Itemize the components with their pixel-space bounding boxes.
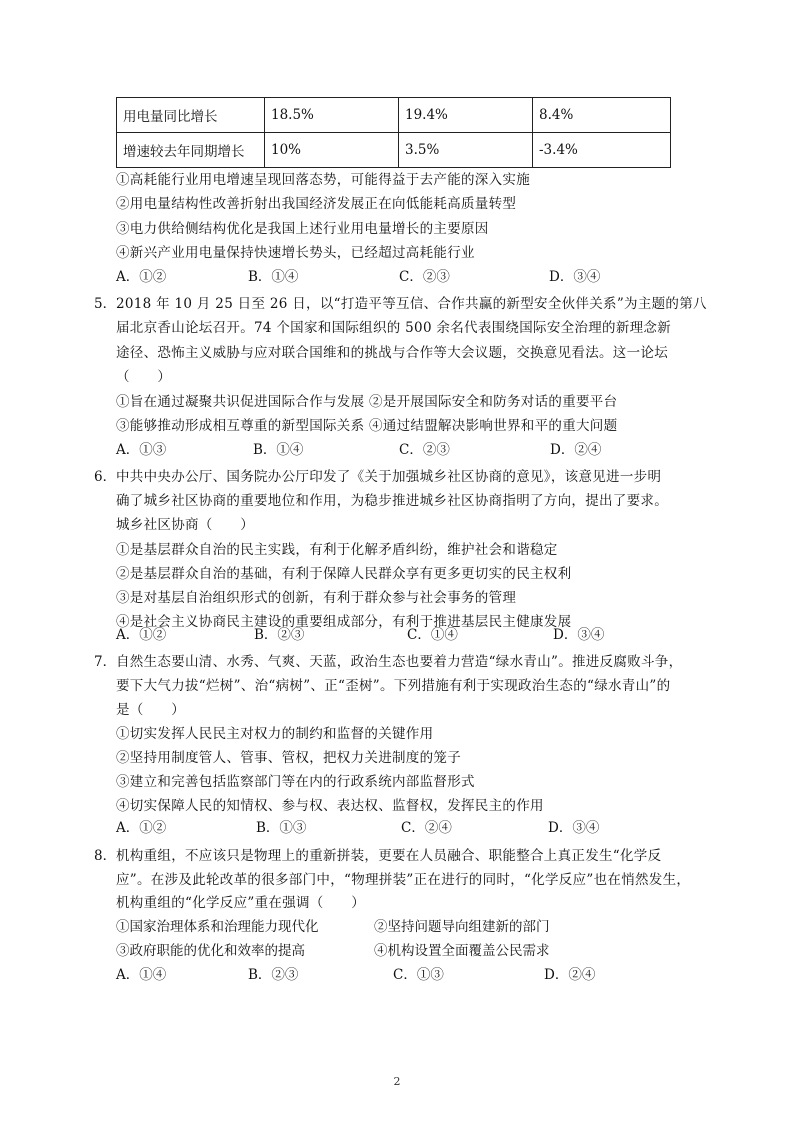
answer-options xyxy=(116,964,656,986)
statement-4: ④新兴产业用电量保持快速增长势头，已经超过高耗能行业 xyxy=(116,245,475,261)
table-cell: -3.4% xyxy=(533,133,671,168)
answer-options xyxy=(116,817,656,839)
table-cell: 增速较去年同期增长 xyxy=(117,133,265,168)
question-stem-line: 2018 年 10 月 25 日至 26 日，以“打造平等互信、合作共赢的新型安全伙伴关系”为主题的第八 xyxy=(116,296,707,312)
table-row xyxy=(117,133,671,168)
statement-2: ②坚持问题导向组建新的部门 xyxy=(374,919,550,935)
table-cell: 3.5% xyxy=(399,133,533,168)
statement-1: ①切实发挥人民民主对权力的制约和监督的关键作用 xyxy=(116,726,434,742)
statement-4: ④切实保障人民的知情权、参与权、表达权、监督权，发挥民主的作用 xyxy=(116,798,544,814)
answer-options xyxy=(116,624,656,646)
question-stem-line: 城乡社区协商（ ） xyxy=(116,517,254,533)
statement-3: ③是对基层自治组织形式的创新，有利于群众参与社会事务的管理 xyxy=(116,590,517,606)
option-b[interactable]: B．①④ xyxy=(253,442,304,458)
statement-1: ①是基层群众自治的民主实践，有利于化解矛盾纠纷，维护社会和谐稳定 xyxy=(116,542,558,558)
statement-pair: ③能够推动形成相互尊重的新型国际关系 ④通过结盟解决影响世界和平的重大问题 xyxy=(116,418,618,434)
question-stem-line: 机构重组的“化学反应”重在强调（ ） xyxy=(116,895,366,911)
statement-1: ①高耗能行业用电增速呈现回落态势，可能得益于去产能的深入实施 xyxy=(116,172,530,188)
question-number: 5． xyxy=(94,296,117,312)
option-a[interactable]: A．①② xyxy=(116,820,167,836)
question-number: 7． xyxy=(94,654,117,670)
table-cell: 用电量同比增长 xyxy=(117,98,265,133)
table-row xyxy=(117,98,671,133)
statement-1: ①国家治理体系和治理能力现代化 xyxy=(116,919,319,935)
question-number: 8． xyxy=(94,848,117,864)
statement-2: ②是基层群众自治的基础，有利于保障人民群众享有更多更切实的民主权利 xyxy=(116,566,572,582)
option-d[interactable]: D．③④ xyxy=(549,269,601,285)
option-c[interactable]: C．②③ xyxy=(399,442,450,458)
option-b[interactable]: B．②③ xyxy=(248,967,299,983)
electricity-data-table xyxy=(116,97,671,168)
statement-pair: ①旨在通过凝聚共识促进国际合作与发展 ②是开展国际安全和防务对话的重要平台 xyxy=(116,394,618,410)
option-b[interactable]: B．①④ xyxy=(248,269,299,285)
table-cell: 19.4% xyxy=(399,98,533,133)
statement-3: ③政府职能的优化和效率的提高 xyxy=(116,943,305,959)
table-cell: 8.4% xyxy=(533,98,671,133)
option-a[interactable]: A．①② xyxy=(116,627,167,643)
option-d[interactable]: D．③④ xyxy=(553,627,605,643)
question-stem-line: 自然生态要山清、水秀、气爽、天蓝，政治生态也要着力营造“绿水青山”。推进反腐败斗争， xyxy=(116,654,683,670)
option-c[interactable]: C．①③ xyxy=(393,967,444,983)
option-b[interactable]: B．②③ xyxy=(254,627,305,643)
statement-2: ②用电量结构性改善折射出我国经济发展正在向低能耗高质量转型 xyxy=(116,196,517,212)
option-d[interactable]: D．②④ xyxy=(544,967,596,983)
option-c[interactable]: C．②④ xyxy=(401,820,452,836)
option-c[interactable]: C．②③ xyxy=(399,269,450,285)
answer-blank: （ ） xyxy=(116,369,172,385)
question-stem-line: 确了城乡社区协商的重要地位和作用，为稳步推进城乡社区协商指明了方向，提出了要求。 xyxy=(116,493,668,509)
question-stem-line: 届北京香山论坛召开。74 个国家和国际组织的 500 余名代表围绕国际安全治理的新理念新 xyxy=(116,320,672,336)
question-stem-line: 是（ ） xyxy=(116,702,185,718)
option-d[interactable]: D．③④ xyxy=(548,820,600,836)
option-d[interactable]: D．②④ xyxy=(550,442,602,458)
option-a[interactable]: A．①④ xyxy=(116,967,167,983)
answer-options xyxy=(116,439,656,461)
question-number: 6． xyxy=(94,469,117,485)
question-stem-line: 机构重组，不应该只是物理上的重新拼装，更要在人员融合、职能整合上真正发生“化学反 xyxy=(116,848,662,864)
question-stem-line: 中共中央办公厅、国务院办公厅印发了《关于加强城乡社区协商的意见》，该意见进一步明 xyxy=(116,469,662,485)
option-c[interactable]: C．①④ xyxy=(407,627,458,643)
statement-2: ②坚持用制度管人、管事、管权，把权力关进制度的笼子 xyxy=(116,750,461,766)
question-stem-line: 途径、恐怖主义威胁与应对联合国维和的挑战与合作等大会议题，交换意见看法。这一论坛 xyxy=(116,345,668,361)
option-a[interactable]: A．①② xyxy=(116,269,167,285)
table-cell: 10% xyxy=(265,133,399,168)
option-b[interactable]: B．①③ xyxy=(256,820,307,836)
question-stem-line: 应”。在涉及此轮改革的很多部门中，“物理拼装”正在进行的同时，“化学反应”也在悄然发生， xyxy=(116,872,691,888)
statement-4: ④机构设置全面覆盖公民需求 xyxy=(374,943,550,959)
option-a[interactable]: A．①③ xyxy=(116,442,167,458)
answer-options xyxy=(116,266,656,288)
page-number: 2 xyxy=(393,1075,401,1088)
table-cell: 18.5% xyxy=(265,98,399,133)
statement-3: ③电力供给侧结构优化是我国上述行业用电量增长的主要原因 xyxy=(116,221,489,237)
question-stem-line: 要下大气力拔“烂树”、治“病树”、正“歪树”。下列措施有利于实现政治生态的“绿水青山”的 xyxy=(116,678,671,694)
statement-3: ③建立和完善包括监察部门等在内的行政系统内部监督形式 xyxy=(116,774,475,790)
statement-4: ④是社会主义协商民主建设的重要组成部分，有利于推进基层民主健康发展 xyxy=(116,614,572,630)
